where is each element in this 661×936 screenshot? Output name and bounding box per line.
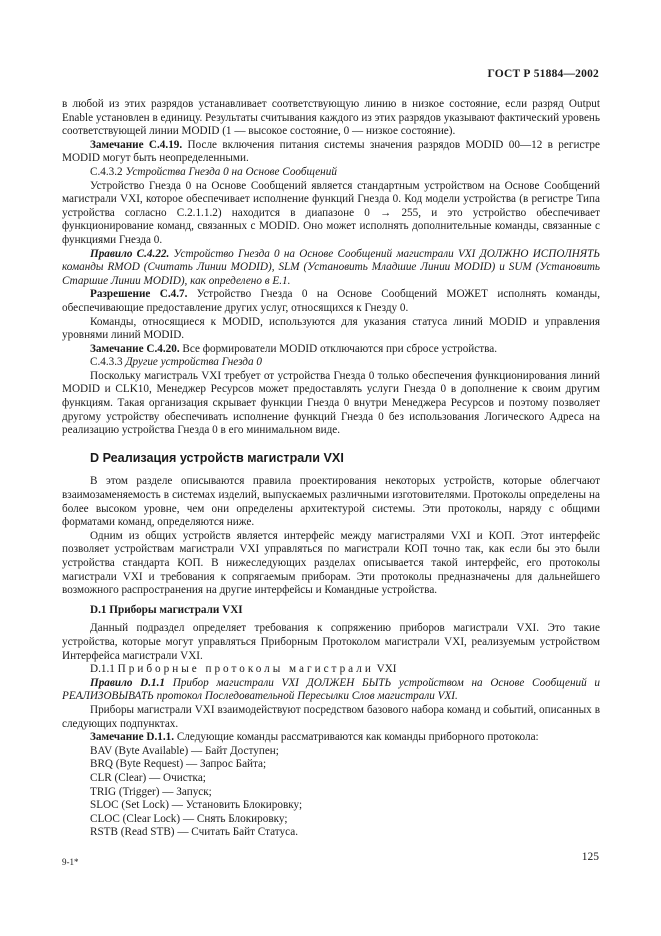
rule-text: Устройство Гнезда 0 на Основе Сообщений магистрали VXI ДОЛЖНО ИСПОЛНЯТЬ команды RMOD (Считать Линии MODID), SLM (Установить Младшие Линии MODID) и SUM (Установить Старшие Линии MODID), как определено в Е.1. bbox=[62, 247, 600, 287]
paragraph-modid-commands: Команды, относящиеся к MODID, используются для указания статуса линий MODID и управления уровнями линий MODID. bbox=[62, 315, 600, 342]
permission-c47 bbox=[62, 288, 600, 315]
rule-label: Правило С.4.22. bbox=[90, 247, 170, 260]
page-body bbox=[62, 98, 600, 840]
heading-title: Другие устройства Гнезда 0 bbox=[125, 356, 262, 369]
note-text: Все формирователи MODID отключаются при сбросе устройства. bbox=[179, 342, 498, 355]
page-number: 125 bbox=[581, 851, 599, 863]
heading-c433 bbox=[62, 356, 600, 370]
heading-d11 bbox=[62, 663, 600, 677]
rule-c422 bbox=[62, 248, 600, 289]
section-d1-title: D.1 Приборы магистрали VXI bbox=[90, 603, 243, 616]
note-d11 bbox=[62, 731, 600, 745]
note-label: Замечание С.4.19. bbox=[90, 138, 183, 151]
paragraph-other-slot0: Поскольку магистраль VXI требует от устройства Гнезда 0 только обеспечения функционирования линий MODID и CLK10, Менеджер Ресурсов может предоставлять услуги Гнезда 0 в дополнение к своим другим функциям. Такая организация скрывает функции Гнезда 0 внутри Менеджера Ресурсов и поэтому позволяет другому устройству обеспечивать исполнение функций Гнезда 0 без использования Логического Адреса на реализацию устройства Гнезда 0 в его минимальном виде. bbox=[62, 369, 600, 437]
paragraph-design-rules: В этом разделе описываются правила проектирования некоторых устройств, которые облегчают взаимозаменяемость в системах изделий, выпускаемых различными изготовителями. Протоколы определены на более высоком уровне, чем они определены архитектурой системы. Эти протоколы, наряду с общими форматами команд, определяются ниже. bbox=[62, 475, 600, 529]
sheet-mark: 9-1* bbox=[62, 857, 79, 867]
permission-label: Разрешение С.4.7. bbox=[90, 288, 188, 301]
permission-text: Устройство Гнезда 0 на Основе Сообщений МОЖЕТ исполнять команды, обеспечивающие предоставление других услуг, относящихся к Гнезду 0. bbox=[62, 288, 600, 314]
heading-number: С.4.3.2 bbox=[90, 165, 126, 178]
command-list bbox=[62, 745, 600, 840]
note-c419 bbox=[62, 139, 600, 166]
paragraph-slot0-message: Устройство Гнезда 0 на Основе Сообщений является стандартным устройством на Основе Сообщений магистрали VXI, которое обеспечивает исполнение функций Гнезда 0. Код модели устройства (в регистре Типа устройства согласно С.2.1.1.2) находится в диапазоне 0 → 255, и это устройство обеспечивает функционирование команд, связанных с MODID. Оно может исполнять дополнительные команды, связанные с функциями Гнезда 0. bbox=[62, 179, 600, 246]
paragraph-vxi-kop-interface: Одним из общих устройств является интерфейс между магистралями VXI и КОП. Этот интерфейс позволяет устройствам магистрали VXI управляться по магистрали КОП точно так, как если бы это были устройства стандарта КОП. В нижеследующих разделах описывается такой интерфейс, его протоколы магистрали VXI и требования к сопрягаемым приборам. Эти протоколы предназначены для дальнейшего возможного распространения на другие интерфейсы и Командные устройства. bbox=[62, 529, 600, 597]
list-item: SLOC (Set Lock) — Установить Блокировку; bbox=[90, 799, 303, 812]
list-item: BRQ (Byte Request) — Запрос Байта; bbox=[90, 758, 267, 771]
heading-title: Устройства Гнезда 0 на Основе Сообщений bbox=[125, 165, 337, 178]
rule-label: Правило D.1.1 bbox=[90, 676, 166, 689]
rule-text: Прибор магистрали VXI ДОЛЖЕН БЫТЬ устройством на Основе Сообщений и РЕАЛИЗОВЫВАТЬ протокол Последовательной Пересылки Слов магистрали VXI. bbox=[62, 676, 600, 703]
standard-header: ГОСТ Р 51884—2002 bbox=[487, 68, 599, 80]
note-text: После включения питания системы значения разрядов MODID 00—12 в регистре MODID могут быть неопределенными. bbox=[62, 138, 600, 165]
paragraph-modid-bits: в любой из этих разрядов устанавливает соответствующую линию в низкое состояние, если разряд Output Enable установлен в единицу. Результаты считывания каждого из этих разрядов указывают фактический уровень соответствующей линии MODID (1 — высокое состояние, 0 — низкое состояние). bbox=[62, 98, 600, 138]
section-d-title: D Реализация устройств магистрали VXI bbox=[90, 450, 344, 465]
note-text: Следующие команды рассматриваются как команды приборного протокола: bbox=[174, 731, 539, 744]
note-c420 bbox=[62, 343, 600, 357]
rule-d11 bbox=[62, 677, 600, 704]
list-item: BAV (Byte Available) — Байт Доступен; bbox=[90, 744, 279, 757]
heading-tail: VXI bbox=[373, 663, 397, 676]
heading-number: С.4.3.3 bbox=[90, 356, 126, 369]
list-item: TRIG (Trigger) — Запуск; bbox=[90, 785, 212, 798]
note-label: Замечание D.1.1. bbox=[90, 731, 175, 744]
list-item: RSTB (Read STB) — Считать Байт Статуса. bbox=[90, 826, 299, 839]
paragraph-instrument-interaction: Приборы магистрали VXI взаимодействуют посредством базового набора команд и событий, описанных в следующих подпунктах. bbox=[62, 703, 600, 730]
heading-title: Приборные протоколы магистрали bbox=[117, 663, 374, 676]
list-item: CLOC (Clear Lock) — Снять Блокировку; bbox=[90, 812, 288, 825]
heading-number: D.1.1 bbox=[90, 663, 118, 676]
heading-c432 bbox=[62, 166, 600, 180]
paragraph-d1-intro: Данный подраздел определяет требования к сопряжению приборов магистрали VXI. Это такие устройства, которые могут управляться Приборным Протоколом магистрали VXI, реализуемым устройством Интерфейса магистрали VXI. bbox=[62, 622, 600, 662]
note-label: Замечание С.4.20. bbox=[90, 342, 180, 355]
list-item: CLR (Clear) — Очистка; bbox=[90, 771, 206, 784]
